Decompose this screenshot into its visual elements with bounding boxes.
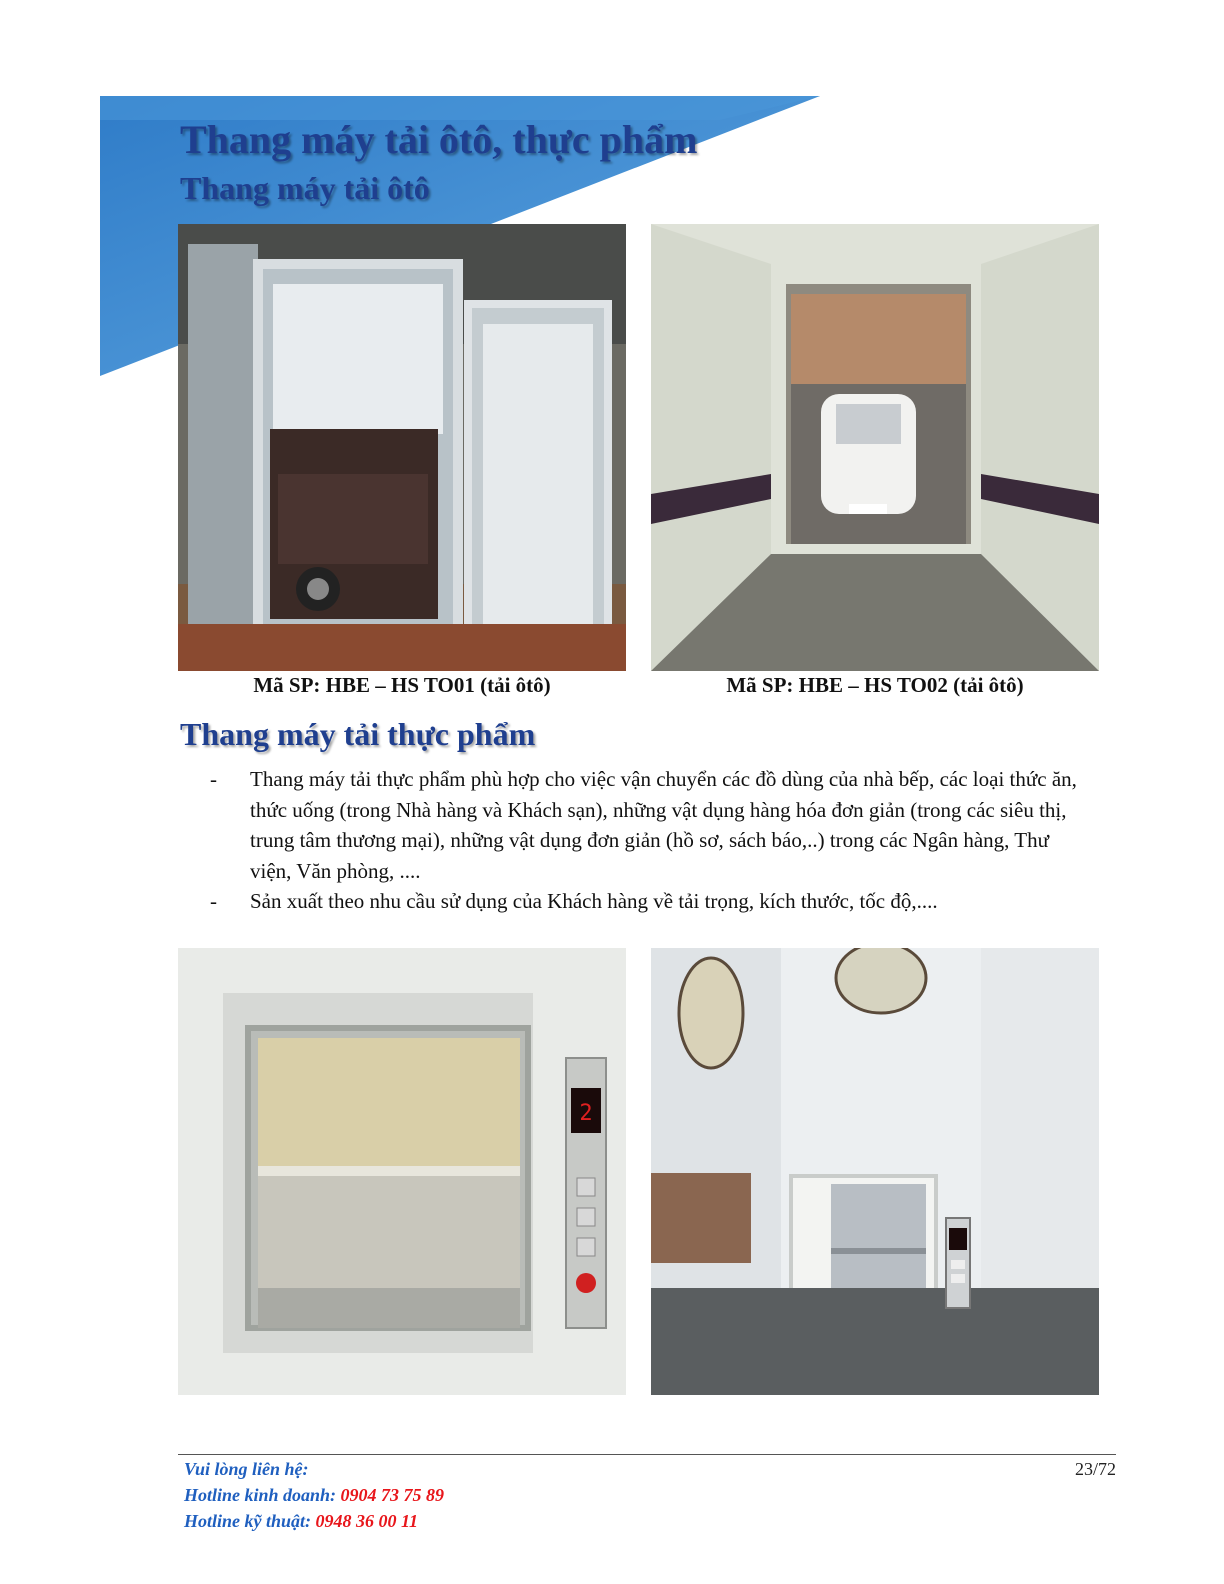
bullet-marker: - [210, 889, 217, 913]
list-item [210, 764, 1080, 886]
bullet-text: Sản xuất theo nhu cầu sử dụng của Khách hàng về tải trọng, kích thước, tốc độ,.... [250, 889, 938, 913]
footer-divider [178, 1454, 1116, 1455]
food-elevator-photo-2 [651, 948, 1099, 1395]
car-elevator-photo-1 [178, 224, 626, 671]
bullet-text: Thang máy tải thực phẩm phù hợp cho việc vận chuyển các đồ dùng của nhà bếp, các loại thức ăn, thức uống (trong Nhà hàng và Khách sạn), những vật dụng hàng hóa đơn giản (trong các siêu thị, trung tâm thương mại), những vật dụng đơn giản (hồ sơ, sách báo,..) trong các Ngân hàng, Thư viện, Văn phòng, .... [250, 767, 1077, 883]
product-caption-to01: Mã SP: HBE – HS TO01 (tải ôtô) [253, 673, 551, 697]
sales-hotline [184, 1482, 444, 1508]
page-number: 23/72 [1074, 1459, 1116, 1479]
food-elevator-photo-1 [178, 948, 626, 1395]
sales-hotline-label: Hotline kinh doanh: [184, 1485, 337, 1505]
food-description-list [210, 764, 1080, 917]
product-caption-to02: Mã SP: HBE – HS TO02 (tải ôtô) [726, 673, 1024, 697]
contact-label: Vui lòng liên hệ: [184, 1459, 309, 1479]
tech-hotline-number: 0948 36 00 11 [315, 1511, 419, 1531]
car-elevator-photo-2 [651, 224, 1099, 671]
tech-hotline-label: Hotline kỹ thuật: [184, 1511, 312, 1531]
sales-hotline-number: 0904 73 75 89 [340, 1485, 445, 1505]
tech-hotline [184, 1508, 444, 1534]
svg-text:2: 2 [579, 1101, 593, 1126]
bullet-marker: - [210, 767, 217, 791]
footer-contact [184, 1456, 444, 1534]
section-subtitle-car: Thang máy tải ôtô [180, 170, 430, 206]
section-title-food: Thang máy tải thực phẩm [180, 716, 536, 752]
page-title: Thang máy tải ôtô, thực phẩm [180, 117, 698, 162]
list-item [210, 886, 1080, 917]
